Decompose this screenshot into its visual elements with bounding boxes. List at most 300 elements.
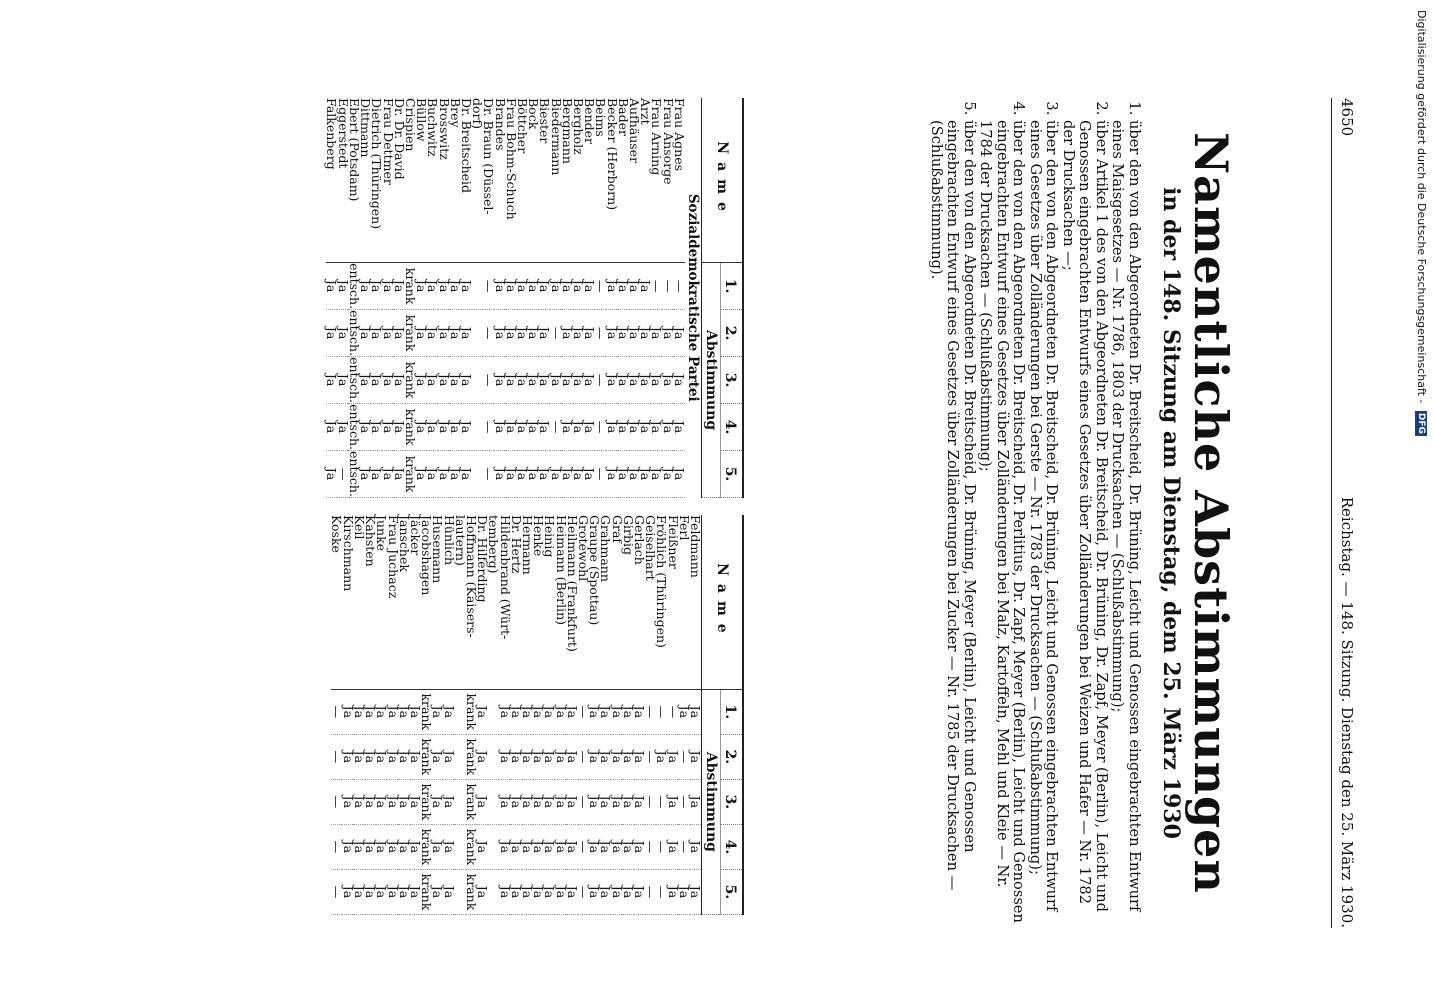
vote-cell: entsch.: [346, 357, 362, 404]
vote-cell: Ja: [360, 263, 371, 310]
vote-cell: Ja: [618, 263, 629, 310]
vote-cell: —: [656, 824, 667, 869]
page-header: [1331, 98, 1356, 928]
member-name: Becker (Herborn): [606, 98, 617, 263]
table-row: [662, 98, 673, 498]
left-vote-table: [326, 98, 744, 498]
vote-cell: Ja: [394, 357, 405, 404]
member-name: Eggerstedt: [338, 98, 349, 263]
vote-cell: —: [656, 779, 667, 824]
vote-cell: Ja: [674, 451, 685, 498]
vote-cell: Ja: [410, 689, 421, 734]
vote-cell: Ja: [506, 310, 517, 357]
vote-cell: Ja: [550, 451, 561, 498]
vote-cell: Ja: [589, 869, 600, 914]
member-name: Frau Ansorge: [662, 98, 673, 263]
vote-cell: Ja: [690, 734, 702, 779]
vote-cell: Ja: [567, 869, 578, 914]
member-name: Henke: [533, 515, 544, 689]
vote-cell: Ja: [600, 779, 611, 824]
vote-cell: Ja: [326, 404, 337, 451]
vote-cell: Ja: [690, 824, 702, 869]
vote-cell: Ja: [354, 689, 365, 734]
member-name: Frau Arning: [651, 98, 662, 263]
vote-cell: —: [645, 734, 656, 779]
vote-cell: Ja: [544, 869, 555, 914]
vote-cell: Ja: [387, 824, 398, 869]
table-row: [343, 515, 354, 915]
member-name: Kahsten: [365, 515, 376, 689]
vote-cell: Ja: [640, 263, 651, 310]
vote-cell: Ja: [651, 404, 662, 451]
vote-cell: Ja: [365, 824, 376, 869]
member-name: Brandes: [494, 98, 505, 263]
vote-item: 1. über den von den Abgeordneten Dr. Breitscheid, Dr. Brüning, Leicht und Genossen eingebrachten Entwurf eines Maisgesetzes — Nr. 1786, 1803 der Drucksachen — (Schlußabstimmung);: [1109, 120, 1142, 928]
vote-cell: Ja: [522, 869, 533, 914]
vote-cell: Ja: [387, 779, 398, 824]
vote-cell: —: [595, 310, 606, 357]
vote-cell: Ja: [326, 357, 337, 404]
table-row: [499, 515, 510, 915]
member-name: Dr. Breitscheid: [461, 98, 472, 263]
vote-cell: entsch.: [346, 451, 362, 497]
vote-cell: Ja: [443, 779, 454, 824]
vote-cell: Ja: [640, 357, 651, 404]
vote-cell: Ja: [589, 824, 600, 869]
abstimmung-header: Abstimmung: [702, 689, 721, 914]
col-header-5: 5.: [721, 451, 744, 498]
vote-cell: —: [595, 404, 606, 451]
vote-cell: Ja: [427, 357, 438, 404]
vote-cell: Ja: [506, 451, 517, 498]
vote-cell: Ja: [690, 869, 702, 914]
member-name: Feldmann: [690, 515, 702, 689]
vote-cell: Ja: [461, 310, 472, 357]
vote-cell: —: [578, 779, 589, 824]
vote-cell: Ja: [618, 357, 629, 404]
vote-cell: Ja: [651, 310, 662, 357]
vote-cell: Ja: [499, 824, 510, 869]
vote-cell: Ja: [679, 689, 690, 734]
vote-cell: Ja: [533, 824, 544, 869]
member-name: dorf): [472, 98, 483, 263]
vote-cell: Ja: [338, 404, 349, 451]
vote-cell: Ja: [338, 263, 349, 310]
table-row: [443, 515, 454, 915]
left-table-body: [326, 98, 701, 498]
vote-cell: Ja: [376, 779, 387, 824]
vote-cell: Ja: [629, 263, 640, 310]
table-row: [550, 98, 561, 498]
vote-cell: Ja: [438, 404, 449, 451]
vote-cell: —: [674, 263, 685, 310]
vote-cell: Ja: [539, 263, 550, 310]
vote-cell: Ja: [354, 824, 365, 869]
vote-cell: Ja: [416, 310, 427, 357]
vote-cell: Ja: [606, 263, 617, 310]
member-name: Grotewohl: [578, 515, 589, 689]
vote-cell: Ja: [517, 404, 528, 451]
table-row: [438, 98, 449, 498]
member-name: Kirschmann: [343, 515, 354, 689]
vote-cell: Ja: [533, 869, 544, 914]
vote-item: 4. über den von den Abgeordneten Dr. Breitscheid, Dr. Perlitius, Dr. Zapf, Meyer (Berlin), Leicht und Genossen eingebrachten Entwurf eines Gesetzes über Zolländerungen bei Malz, Kartoffeln, Mehl und Kleie — Nr. 1784 der Drucksachen — (Schlußabstimmung);: [977, 120, 1027, 928]
vote-cell: Ja: [562, 357, 573, 404]
right-table-body: [331, 515, 701, 915]
vote-cell: Ja: [410, 734, 421, 779]
vote-cell: krank: [421, 689, 432, 734]
vote-cell: Ja: [511, 734, 522, 779]
vote-cell: Ja: [365, 869, 376, 914]
member-name: Crispien: [405, 98, 416, 263]
vote-cell: Ja: [667, 869, 678, 914]
vote-cell: Ja: [477, 869, 488, 914]
vote-cell: Ja: [629, 357, 640, 404]
vote-cell: Ja: [623, 689, 634, 734]
vote-cell: Ja: [371, 310, 382, 357]
member-name: Dietrich (Thüringen): [371, 98, 382, 263]
col-header-2: 2.: [721, 734, 744, 779]
vote-cell: Ja: [343, 779, 354, 824]
vote-cell: Ja: [611, 779, 622, 824]
vote-cell: Ja: [360, 310, 371, 357]
vote-cell: Ja: [382, 451, 393, 498]
vote-cell: Ja: [651, 451, 662, 498]
vote-item: 3. über den von den Abgeordneten Dr. Breitscheid, Dr. Brüning, Leicht und Genossen eingebrachten Entwurf eines Gesetzes über Zolländerungen bei Gerste — Nr. 1783 der Drucksachen — (Schlußabstimmung);: [1027, 120, 1060, 928]
vote-cell: Ja: [662, 310, 673, 357]
vote-cell: —: [651, 263, 662, 310]
member-name: Buchwitz: [427, 98, 438, 263]
vote-cell: krank: [405, 451, 416, 498]
page-subtitle: in der 148. Sitzung am Dienstag, dem 25. März 1930: [1158, 187, 1184, 839]
vote-cell: Ja: [584, 451, 595, 498]
member-name: Geiselhart: [645, 515, 656, 689]
member-name: Heinig: [544, 515, 555, 689]
vote-cell: Ja: [533, 779, 544, 824]
vote-cell: Ja: [376, 869, 387, 914]
vote-cell: Ja: [432, 734, 443, 779]
member-name: Dr. Hilferding: [477, 515, 488, 689]
vote-cell: —: [578, 734, 589, 779]
vote-cell: Ja: [611, 869, 622, 914]
vote-cell: Ja: [662, 404, 673, 451]
vote-cell: —: [595, 451, 606, 498]
vote-cell: —: [595, 357, 606, 404]
col-header-1: 1.: [721, 689, 744, 734]
member-name: Böttcher: [517, 98, 528, 263]
vote-cell: Ja: [606, 357, 617, 404]
vote-cell: —: [331, 824, 342, 869]
member-name: temberg): [488, 515, 499, 689]
vote-cell: Ja: [584, 310, 595, 357]
vote-cell: Ja: [416, 357, 427, 404]
member-name: Grahmann: [600, 515, 611, 689]
vote-cell: —: [331, 869, 342, 914]
vote-cell: Ja: [555, 869, 566, 914]
vote-cell: Ja: [499, 689, 510, 734]
digitization-text: Digitalisierung gefördert durch die Deutsche Forschungsgemeinschaft -: [1415, 10, 1428, 404]
vote-cell: Ja: [600, 689, 611, 734]
table-row: [629, 98, 640, 498]
vote-cell: Ja: [522, 689, 533, 734]
vote-cell: Ja: [371, 404, 382, 451]
vote-cell: Ja: [326, 263, 337, 310]
table-row: [506, 98, 517, 498]
vote-cell: Ja: [640, 451, 651, 498]
vote-cell: Ja: [674, 310, 685, 357]
vote-cell: entsch.: [346, 310, 362, 357]
vote-cell: Ja: [562, 404, 573, 451]
member-name: Ebert (Potsdam): [349, 98, 360, 263]
vote-items-list: [928, 98, 1143, 928]
page-title: Namentliche Abstimmungen: [1184, 132, 1238, 894]
vote-cell: Ja: [432, 869, 443, 914]
vote-cell: Ja: [461, 451, 472, 498]
vote-cell: Ja: [376, 689, 387, 734]
vote-cell: krank: [421, 734, 432, 779]
vote-cell: Ja: [528, 310, 539, 357]
vote-cell: Ja: [354, 869, 365, 914]
member-name: Gerlach: [634, 515, 645, 689]
vote-cell: Ja: [432, 824, 443, 869]
vote-cell: Ja: [589, 689, 600, 734]
vote-cell: Ja: [450, 357, 461, 404]
vote-cell: Ja: [461, 263, 472, 310]
vote-cell: Ja: [494, 357, 505, 404]
vote-cell: Ja: [584, 404, 595, 451]
vote-cell: Ja: [634, 689, 645, 734]
vote-list-intro: [928, 98, 1143, 928]
vote-cell: —: [338, 451, 349, 498]
member-name: Bender: [584, 98, 595, 263]
vote-cell: —: [483, 357, 494, 404]
vote-cell: Ja: [450, 310, 461, 357]
vote-cell: Ja: [499, 869, 510, 914]
vote-cell: —: [550, 404, 561, 451]
col-header-4: 4.: [721, 824, 744, 869]
vote-cell: Ja: [477, 734, 488, 779]
vote-cell: Ja: [629, 310, 640, 357]
vote-cell: krank: [405, 404, 416, 451]
vote-cell: Ja: [394, 263, 405, 310]
vote-cell: Ja: [573, 404, 584, 451]
vote-cell: Ja: [611, 824, 622, 869]
page-number: 4650: [1338, 98, 1356, 137]
member-name: lautern): [455, 515, 466, 689]
vote-cell: Ja: [544, 779, 555, 824]
vote-cell: Ja: [387, 734, 398, 779]
vote-cell: krank: [466, 734, 477, 779]
vote-cell: Ja: [611, 689, 622, 734]
table-row: [483, 98, 494, 498]
vote-cell: Ja: [399, 824, 410, 869]
table-row: [461, 98, 472, 498]
vote-cell: Ja: [634, 779, 645, 824]
vote-item: 2. über Artikel 1 des von den Abgeordneten Dr. Breitscheid, Dr. Brüning, Dr. Zapf, Meyer (Berlin), Leicht und Genossen eingebrachten Entwurfs eines Gesetzes über Zolländerungen bei Weizen und Hafer — Nr. 1782 der Drucksachen —;: [1060, 120, 1110, 928]
vote-cell: Ja: [387, 689, 398, 734]
member-name: Hoffmann (Kaisers-: [466, 515, 477, 689]
vote-cell: Ja: [499, 734, 510, 779]
vote-cell: Ja: [438, 263, 449, 310]
vote-cell: Ja: [511, 689, 522, 734]
vote-cell: —: [645, 824, 656, 869]
vote-cell: —: [578, 689, 589, 734]
vote-cell: Ja: [667, 779, 678, 824]
vote-cell: Ja: [399, 689, 410, 734]
vote-cell: Ja: [376, 734, 387, 779]
vote-cell: Ja: [443, 689, 454, 734]
table-row: [371, 98, 382, 498]
member-name: Dr. Dr. David: [394, 98, 405, 263]
vote-cell: Ja: [674, 357, 685, 404]
vote-cell: Ja: [450, 451, 461, 498]
vote-cell: krank: [405, 357, 416, 404]
vote-cell: Ja: [667, 824, 678, 869]
vote-cell: krank: [466, 779, 477, 824]
vote-cell: Ja: [690, 689, 702, 734]
vote-cell: krank: [466, 689, 477, 734]
member-name: Husemann: [432, 515, 443, 689]
vote-cell: —: [595, 263, 606, 310]
vote-cell: Ja: [539, 404, 550, 451]
vote-cell: Ja: [629, 451, 640, 498]
vote-cell: Ja: [567, 824, 578, 869]
vote-cell: Ja: [416, 451, 427, 498]
member-name: Junke: [376, 515, 387, 689]
member-name: Graf: [611, 515, 622, 689]
vote-cell: —: [331, 779, 342, 824]
vote-cell: Ja: [573, 310, 584, 357]
member-name: Heimann (Berlin): [555, 515, 566, 689]
vote-cell: Ja: [494, 263, 505, 310]
vote-cell: Ja: [584, 263, 595, 310]
member-name: Bergholz: [573, 98, 584, 263]
vote-cell: Ja: [618, 451, 629, 498]
table-row: [651, 98, 662, 498]
vote-cell: Ja: [533, 689, 544, 734]
vote-cell: Ja: [606, 404, 617, 451]
vote-cell: Ja: [371, 263, 382, 310]
vote-cell: Ja: [477, 689, 488, 734]
vote-cell: Ja: [600, 734, 611, 779]
vote-cell: Ja: [629, 404, 640, 451]
vote-cell: Ja: [365, 734, 376, 779]
vote-cell: Ja: [494, 404, 505, 451]
vote-cell: Ja: [674, 404, 685, 451]
vote-cell: Ja: [506, 404, 517, 451]
member-name: Fröhlich (Thüringen): [656, 515, 667, 689]
vote-cell: —: [645, 869, 656, 914]
vote-cell: Ja: [562, 263, 573, 310]
vote-cell: Ja: [382, 357, 393, 404]
vote-cell: Ja: [634, 869, 645, 914]
vote-cell: Ja: [443, 734, 454, 779]
vote-cell: Ja: [584, 357, 595, 404]
table-row: [528, 98, 539, 498]
vote-cell: Ja: [382, 310, 393, 357]
vote-cell: Ja: [399, 869, 410, 914]
vote-cell: —: [331, 734, 342, 779]
member-name: Hünlich: [443, 515, 454, 689]
vote-cell: Ja: [562, 310, 573, 357]
vote-cell: Ja: [326, 451, 337, 498]
member-name: Büllow: [416, 98, 427, 263]
member-name: Biedermann: [550, 98, 561, 263]
vote-cell: Ja: [427, 404, 438, 451]
vote-cell: Ja: [506, 357, 517, 404]
vote-cell: Ja: [432, 779, 443, 824]
vote-cell: —: [483, 451, 494, 498]
vote-cell: Ja: [544, 734, 555, 779]
vote-cell: Ja: [539, 451, 550, 498]
vote-cell: Ja: [371, 451, 382, 498]
vote-cell: entsch.: [346, 404, 362, 450]
vote-cell: Ja: [656, 734, 667, 779]
vote-cell: Ja: [611, 734, 622, 779]
vote-cell: krank: [405, 310, 416, 357]
vote-cell: Ja: [539, 310, 550, 357]
vote-cell: Ja: [499, 779, 510, 824]
vote-cell: Ja: [606, 451, 617, 498]
vote-cell: Ja: [461, 357, 472, 404]
vote-cell: Ja: [343, 689, 354, 734]
vote-cell: Ja: [573, 451, 584, 498]
vote-cell: Ja: [690, 779, 702, 824]
col-header-3: 3.: [721, 357, 744, 404]
running-head: Reichstag. — 148. Sitzung. Dienstag den 25. März 1930.: [1338, 496, 1356, 928]
vote-cell: Ja: [544, 824, 555, 869]
vote-cell: Ja: [555, 779, 566, 824]
vote-cell: Ja: [662, 357, 673, 404]
vote-cell: Ja: [634, 824, 645, 869]
vote-cell: Ja: [517, 263, 528, 310]
vote-cell: —: [645, 689, 656, 734]
vote-cell: Ja: [477, 824, 488, 869]
vote-cell: Ja: [382, 404, 393, 451]
vote-cell: Ja: [382, 263, 393, 310]
vote-cell: Ja: [438, 451, 449, 498]
vote-cell: Ja: [662, 451, 673, 498]
vote-cell: —: [550, 310, 561, 357]
vote-cell: Ja: [438, 310, 449, 357]
vote-cell: krank: [466, 869, 477, 914]
vote-cell: Ja: [550, 263, 561, 310]
vote-cell: —: [656, 869, 667, 914]
vote-cell: Ja: [365, 779, 376, 824]
vote-cell: —: [645, 779, 656, 824]
digitization-notice: [1406, 0, 1434, 1000]
vote-cell: Ja: [450, 404, 461, 451]
vote-cell: Ja: [573, 263, 584, 310]
dfg-logo: DFG: [1416, 412, 1426, 434]
vote-cell: Ja: [517, 310, 528, 357]
member-name: Jacobshagen: [421, 515, 432, 689]
vote-cell: Ja: [567, 779, 578, 824]
vote-cell: Ja: [371, 357, 382, 404]
member-name: Heilmann (Frankfurt): [567, 515, 578, 689]
vote-cell: Ja: [528, 451, 539, 498]
vote-cell: Ja: [533, 734, 544, 779]
vote-cell: Ja: [550, 357, 561, 404]
vote-cell: Ja: [376, 824, 387, 869]
vote-cell: —: [679, 734, 690, 779]
vote-cell: Ja: [517, 357, 528, 404]
vote-cell: Ja: [343, 734, 354, 779]
table-row: [326, 98, 337, 498]
member-name: Ferl: [679, 515, 690, 689]
vote-cell: Ja: [360, 404, 371, 451]
right-vote-table: [331, 515, 744, 915]
